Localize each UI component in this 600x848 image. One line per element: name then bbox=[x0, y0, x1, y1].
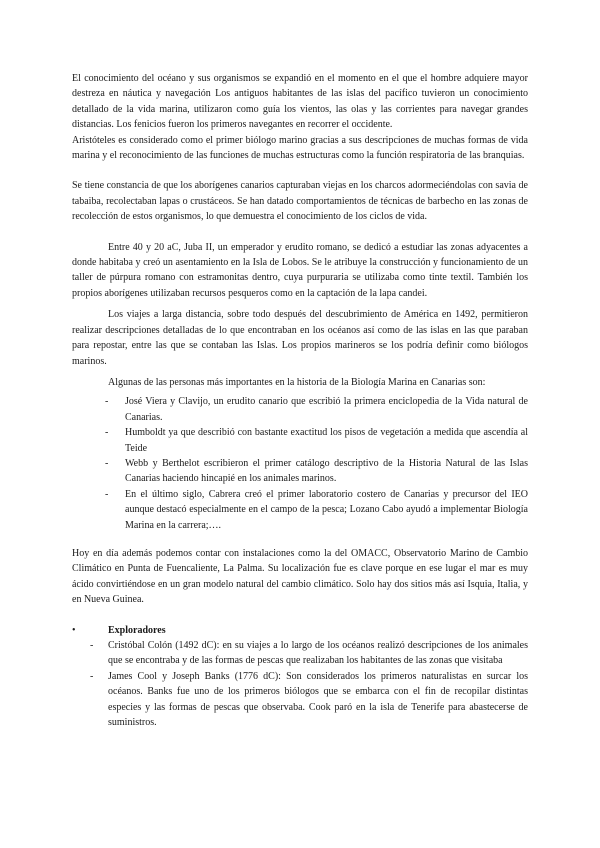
explorers-heading-row bbox=[72, 623, 528, 638]
list-item: - En el último siglo, Cabrera creó el primer laboratorio costero de Canarias y precursor del IEO aunque destacó especialmente en el campo de la pesca; Lozano Cabo ayudó a implementar Biología Marina en la carrera;…. bbox=[125, 487, 528, 533]
list-item: - James Cool y Joseph Banks (1776 dC): Son considerados los primeros naturalistas en surcar los océanos. Banks fue uno de los primeros biólogos que se embarca con el fin de recopilar distintas especies y las formas de pescas que observaba. Cook paró en la isla de Tenerife para abastecerse de suministros. bbox=[108, 669, 528, 731]
paragraph-ocean-knowledge: El conocimiento del océano y sus organismos se expandió en el momento en el que el hombre adquiere mayor destreza en náutica y navegación Los antiguos habitantes de las islas del pacífico tuvieron un conocimiento detallado de la vida marina, utilizaron como guía los vientos, las olas y las corrientes para navegar grandes distancias. Los fenicios fueron los primeros navegantes en recorrer el occidente. bbox=[72, 73, 528, 131]
list-item: - José Viera y Clavijo, un erudito canario que escribió la primera enciclopedia de la Vida natural de Canarias. bbox=[125, 394, 528, 425]
paragraph-aborigenes: Se tiene constancia de que los aborígenes canarios capturaban viejas en los charcos adormeciéndolas con savia de tabaiba, recolectaban lapas o crustáceos. Se han datado comportamientos de técnicas de barbecho en las zonas de recolección de estos organismos, lo que demuestra el conocimiento de los ciclos de vida. bbox=[72, 180, 528, 223]
spacer bbox=[72, 225, 528, 240]
spacer bbox=[72, 608, 528, 623]
paragraph-long-voyages: Los viajes a larga distancia, sobre todo después del descubrimiento de América en 1492, permitieron realizar descripciones detalladas de lo que encontraban en los océanos así como de las islas en las que paraban para repostar, entre las que se contaban las Islas. Los propios marineros se los podría definir como biólogos marinos. bbox=[72, 309, 528, 367]
spacer bbox=[72, 533, 528, 546]
paragraph-omacc: Hoy en día además podemos contar con instalaciones como la del OMACC, Observatorio Marino de Cambio Climático en Punta de Fuencaliente, La Palma. Su localización fue es clave porque en ese lugar el mar es muy ácido convirtiéndose en un gran modelo natural del cambio climático. Solo hay dos sitios más así Isquia, Italia, y en Nueva Guinea. bbox=[72, 547, 528, 606]
list-item: - Humboldt ya que describió con bastante exactitud los pisos de vegetación a medida que ascendía al Teide bbox=[125, 425, 528, 456]
list-item: - Webb y Berthelot escribieron el primer catálogo descriptivo de la Historia Natural de las Islas Canarias haciendo hincapié en los animales marinos. bbox=[125, 456, 528, 487]
paragraph-juba: Entre 40 y 20 aC, Juba II, un emperador y erudito romano, se dedicó a estudiar las zonas adyacentes a donde habitaba y creó un asentamiento en la Isla de Lobos. Se le atribuye la construcción y funcionamiento de un taller de púrpura romano con estramonitas dentro, cuya purpuraria se utilizaba como tinte textil. También los propios aborígenes utilizaban recursos pesqueros como en la captación de la lapa candei. bbox=[72, 241, 528, 299]
explorers-section bbox=[72, 623, 528, 731]
bullet-icon: • bbox=[72, 624, 76, 636]
paragraph-aristotle: Aristóteles es considerado como el primer biólogo marino gracias a sus descripciones de muchas formas de vida marina y el reconocimiento de las funciones de muchas estructuras como la función respiratoria de las branquias. bbox=[72, 134, 528, 162]
people-list bbox=[72, 394, 528, 533]
explorers-heading: Exploradores bbox=[108, 624, 166, 636]
document-body bbox=[72, 71, 528, 730]
list-item: - Cristóbal Colón (1492 dC): en su viajes a lo largo de los océanos realizó descripciones de los animales que se encontraba y de las formas de pescas que realizaban los habitantes de las zonas que visitaba bbox=[108, 638, 528, 669]
list-intro: Algunas de las personas más importantes en la historia de la Biología Marina en Canarias son: bbox=[108, 376, 486, 388]
explorers-list bbox=[72, 638, 528, 730]
spacer bbox=[72, 163, 528, 178]
